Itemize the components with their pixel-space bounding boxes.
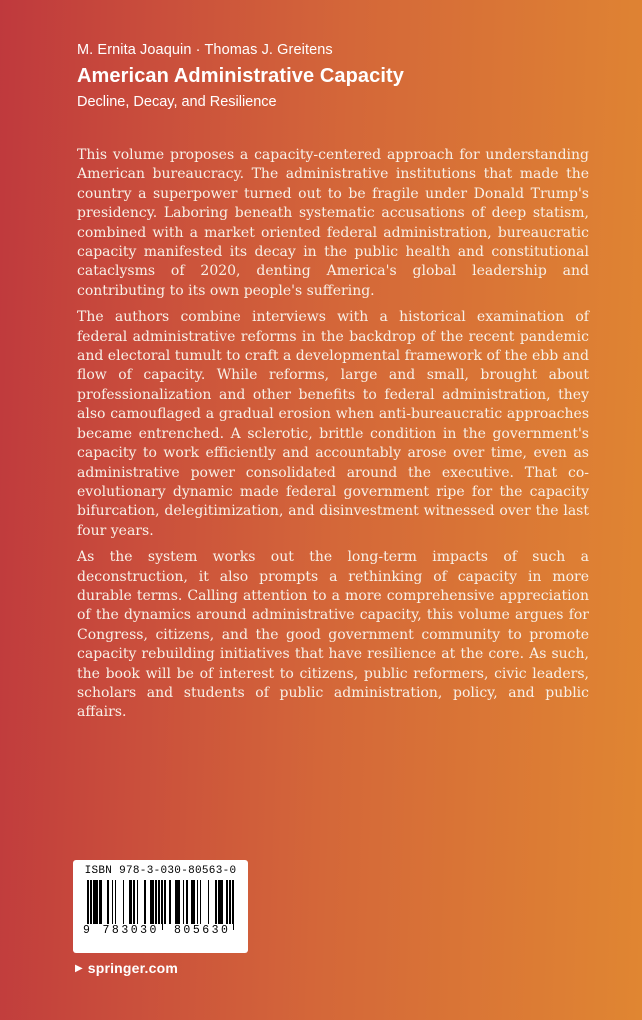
barcode-bars [81, 880, 240, 930]
description-paragraph-1: This volume proposes a capacity-centered approach for understanding American bureaucracy. The administrative institutions that made the country a superpower turned out to be fragile under Donald Trump's presidency. Laboring beneath systematic accusations of deep statism, combined with a market oriented federal administration, bureaucratic capacity manifested its decay in the public health and constitutional cataclysms of 2020, denting America's global leadership and contributing to its own people's suffering. [77, 147, 589, 299]
springer-arrow-icon: ▶ [75, 962, 83, 974]
barcode-digit-group-right: 805630 [172, 924, 234, 937]
barcode-digit-first: 9 [83, 924, 95, 937]
isbn-number: ISBN 978-3-030-80563-0 [84, 865, 237, 877]
authors-line: M. Ernita Joaquin · Thomas J. Greitens [77, 42, 333, 58]
barcode-digits [81, 924, 240, 937]
publisher-url: springer.com [87, 960, 179, 976]
header-block [77, 42, 592, 110]
description-paragraph-3: As the system works out the long-term impacts of such a deconstruction, it also prompts a rethinking of capacity in more durable terms. Calling attention to a more comprehensive appreciation of the dynamics around administrative capacity, this volume argues for Congress, citizens, and the good government community to promote capacity rebuilding initiatives that have resilience at the core. As such, the book will be of interest to citizens, public reformers, civic leaders, scholars and students of public administration, policy, and public affairs. [77, 549, 589, 721]
isbn-barcode-box [73, 860, 248, 953]
barcode-digit-group-left: 783030 [100, 924, 162, 937]
book-title: American Administrative Capacity [77, 65, 405, 87]
description-paragraph-2: The authors combine interviews with a historical examination of federal administrative reforms in the backdrop of the recent pandemic and electoral tumult to craft a developmental framework of the ebb and flow of capacity. While reforms, large and small, brought about professionalization and other benefits to federal administration, they also camouflaged a gradual erosion when anti-bureaucratic approaches became entrenched. A sclerotic, brittle condition in the government's capacity to work efficiently and accountably arose over time, even as administrative power consolidated around the executive. That co-evolutionary dynamic made federal government ripe for the capacity bifurcation, delegitimization, and disinvestment witnessed over the last four years. [77, 309, 589, 539]
book-subtitle: Decline, Decay, and Resilience [77, 94, 277, 110]
barcode-module [232, 880, 234, 930]
back-cover-description [77, 146, 589, 730]
publisher-line [75, 960, 178, 976]
